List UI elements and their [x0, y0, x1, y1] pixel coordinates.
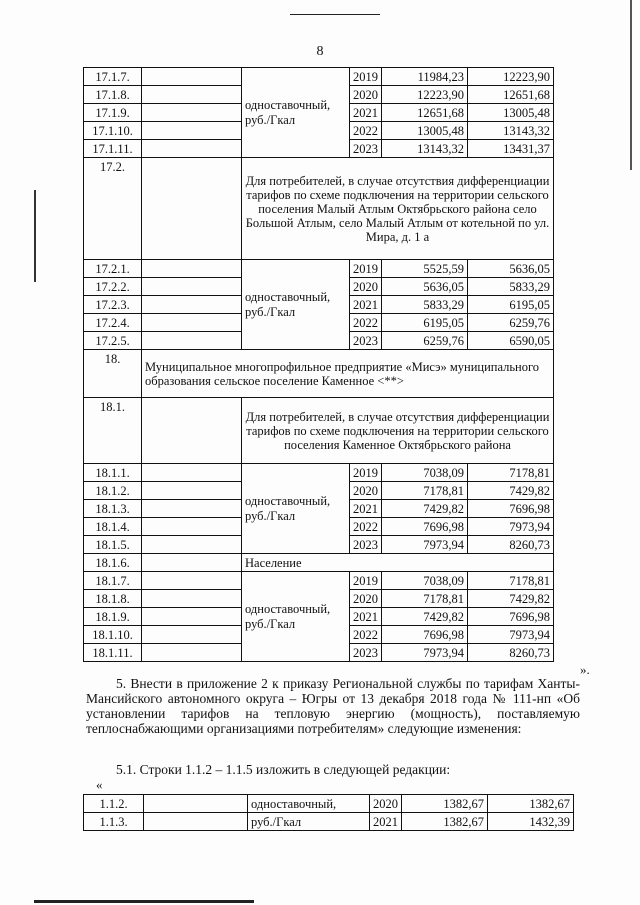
- empty-cell: [142, 536, 242, 554]
- table-row: [84, 464, 554, 482]
- opening-quote: «: [96, 777, 103, 792]
- tariff-value-h1: 12651,68: [382, 104, 468, 122]
- tariff-value-h1: 1382,67: [402, 813, 488, 831]
- row-number: 17.1.9.: [84, 104, 142, 122]
- tariff-value-h1: 7178,81: [382, 590, 468, 608]
- year-cell: 2022: [350, 626, 382, 644]
- empty-cell: [144, 795, 248, 813]
- empty-cell: [142, 68, 242, 86]
- tariff-value-h2: 6590,05: [468, 332, 554, 350]
- empty-cell: [142, 278, 242, 296]
- tariff-value-h1: 13005,48: [382, 122, 468, 140]
- tariff-value-h1: 7429,82: [382, 500, 468, 518]
- group-description: Для потребителей, в случае отсутствия дифференциации тарифов по схеме подключения на территории сельского поселения Каменное Октябрьского района: [242, 398, 554, 464]
- empty-cell: [142, 464, 242, 482]
- row-number: 17.1.11.: [84, 140, 142, 158]
- empty-cell: [142, 260, 242, 278]
- group-row: [84, 398, 554, 464]
- tariff-value-h2: 5833,29: [468, 278, 554, 296]
- closing-quote: ».: [580, 662, 590, 677]
- year-cell: 2020: [350, 278, 382, 296]
- tariff-value-h1: 7973,94: [382, 536, 468, 554]
- row-number: 17.2.1.: [84, 260, 142, 278]
- empty-cell: [142, 554, 242, 572]
- table-row: [84, 554, 554, 572]
- unit-label: одноставочный,: [248, 795, 370, 813]
- row-number: 18.1.3.: [84, 500, 142, 518]
- population-label: Население: [242, 554, 554, 572]
- empty-cell: [142, 314, 242, 332]
- empty-cell: [142, 500, 242, 518]
- group-number: 18.1.: [84, 398, 142, 464]
- paragraph-5: 5. Внести в приложение 2 к приказу Региональной службы по тарифам Ханты-Мансийского автономного округа – Югры от 13 декабря 2018 года № 111-нп «Об установлении тарифов на тепловую энергию (мощность), поставляемую теплоснабжающими организациями потребителям» следующие изменения:: [86, 676, 580, 736]
- organization-name: Муниципальное многопрофильное предприятие «Мисэ» муниципального образования сельское поселение Каменное <**>: [142, 350, 554, 398]
- scan-artifact-top: [290, 14, 380, 15]
- row-number: 17.1.8.: [84, 86, 142, 104]
- row-number: 17.2.4.: [84, 314, 142, 332]
- tariff-value-h2: 7178,81: [468, 464, 554, 482]
- year-cell: 2021: [370, 813, 402, 831]
- row-number: 18.1.4.: [84, 518, 142, 536]
- row-number: 17.1.7.: [84, 68, 142, 86]
- tariff-value-h2: 5636,05: [468, 260, 554, 278]
- empty-cell: [142, 122, 242, 140]
- tariff-value-h1: 7038,09: [382, 464, 468, 482]
- tariff-value-h2: 7429,82: [468, 482, 554, 500]
- table-row: [84, 795, 574, 813]
- year-cell: 2022: [350, 314, 382, 332]
- tariff-value-h2: 6259,76: [468, 314, 554, 332]
- year-cell: 2019: [350, 464, 382, 482]
- year-cell: 2020: [350, 590, 382, 608]
- row-number: 18.1.2.: [84, 482, 142, 500]
- tariff-value-h2: 1382,67: [488, 795, 574, 813]
- row-number: 17.2.3.: [84, 296, 142, 314]
- row-number: 18.1.11.: [84, 644, 142, 662]
- row-number: 17.2.5.: [84, 332, 142, 350]
- scan-artifact-bottom: [34, 900, 254, 903]
- tariff-value-h2: 7973,94: [468, 626, 554, 644]
- year-cell: 2022: [350, 518, 382, 536]
- row-number: 18.1.5.: [84, 536, 142, 554]
- tariff-value-h2: 12651,68: [468, 86, 554, 104]
- tariff-value-h1: 12223,90: [382, 86, 468, 104]
- table-row: [84, 260, 554, 278]
- tariff-value-h2: 7696,98: [468, 608, 554, 626]
- row-number: 18.1.1.: [84, 464, 142, 482]
- empty-cell: [142, 332, 242, 350]
- unit-label: одноставочный, руб./Гкал: [242, 260, 350, 350]
- year-cell: 2019: [350, 572, 382, 590]
- row-number: 1.1.3.: [84, 813, 144, 831]
- empty-cell: [142, 626, 242, 644]
- tariff-value-h1: 5525,59: [382, 260, 468, 278]
- empty-cell: [142, 608, 242, 626]
- tariff-value-h2: 8260,73: [468, 536, 554, 554]
- year-cell: 2023: [350, 140, 382, 158]
- group-number: 17.2.: [84, 158, 142, 260]
- year-cell: 2021: [350, 296, 382, 314]
- tariff-value-h1: 7038,09: [382, 572, 468, 590]
- tariff-value-h2: 7696,98: [468, 500, 554, 518]
- tariff-value-h2: 7429,82: [468, 590, 554, 608]
- table-row: [84, 572, 554, 590]
- tariff-value-h1: 7178,81: [382, 482, 468, 500]
- table-row: [84, 68, 554, 86]
- tariff-value-h1: 1382,67: [402, 795, 488, 813]
- empty-cell: [142, 296, 242, 314]
- year-cell: 2021: [350, 608, 382, 626]
- year-cell: 2022: [350, 122, 382, 140]
- margin-mark-right: [630, 0, 632, 170]
- tariff-value-h1: 6259,76: [382, 332, 468, 350]
- empty-cell: [142, 590, 242, 608]
- row-number: 17.1.10.: [84, 122, 142, 140]
- empty-cell: [142, 398, 242, 464]
- unit-label: одноставочный, руб./Гкал: [242, 572, 350, 662]
- row-number: 1.1.2.: [84, 795, 144, 813]
- tariff-value-h1: 7696,98: [382, 518, 468, 536]
- tariff-table-second: [83, 794, 574, 831]
- tariff-value-h2: 13005,48: [468, 104, 554, 122]
- tariff-value-h2: 13431,37: [468, 140, 554, 158]
- table-row: [84, 813, 574, 831]
- empty-cell: [142, 158, 242, 260]
- tariff-value-h2: 8260,73: [468, 644, 554, 662]
- year-cell: 2019: [350, 260, 382, 278]
- tariff-value-h1: 5636,05: [382, 278, 468, 296]
- page-number: 8: [316, 44, 324, 59]
- year-cell: 2020: [350, 482, 382, 500]
- tariff-value-h1: 7696,98: [382, 626, 468, 644]
- row-number: 17.2.2.: [84, 278, 142, 296]
- year-cell: 2023: [350, 644, 382, 662]
- year-cell: 2020: [370, 795, 402, 813]
- org-number: 18.: [84, 350, 142, 398]
- tariff-value-h2: 13143,32: [468, 122, 554, 140]
- tariff-value-h2: 7973,94: [468, 518, 554, 536]
- group-description: Для потребителей, в случае отсутствия дифференциации тарифов по схеме подключения на территории сельского поселения Малый Атлым Октябрьского района село Большой Атлым, село Малый Атлым от котельной по ул. Мира, д. 1 а: [242, 158, 554, 260]
- empty-cell: [142, 644, 242, 662]
- unit-label: одноставочный, руб./Гкал: [242, 68, 350, 158]
- tariff-value-h2: 12223,90: [468, 68, 554, 86]
- empty-cell: [144, 813, 248, 831]
- row-number: 18.1.10.: [84, 626, 142, 644]
- margin-mark-left: [34, 190, 36, 282]
- tariff-table: [83, 67, 554, 662]
- tariff-value-h1: 5833,29: [382, 296, 468, 314]
- row-number: 18.1.8.: [84, 590, 142, 608]
- tariff-value-h1: 11984,23: [382, 68, 468, 86]
- empty-cell: [142, 140, 242, 158]
- tariff-value-h2: 1432,39: [488, 813, 574, 831]
- empty-cell: [142, 86, 242, 104]
- tariff-value-h1: 7973,94: [382, 644, 468, 662]
- year-cell: 2023: [350, 536, 382, 554]
- empty-cell: [142, 482, 242, 500]
- row-number: 18.1.6.: [84, 554, 142, 572]
- row-number: 18.1.7.: [84, 572, 142, 590]
- paragraph-5-1: 5.1. Строки 1.1.2 – 1.1.5 изложить в следующей редакции:: [116, 762, 451, 777]
- group-row: [84, 350, 554, 398]
- unit-label: одноставочный, руб./Гкал: [242, 464, 350, 554]
- row-number: 18.1.9.: [84, 608, 142, 626]
- tariff-value-h2: 7178,81: [468, 572, 554, 590]
- year-cell: 2021: [350, 500, 382, 518]
- year-cell: 2020: [350, 86, 382, 104]
- empty-cell: [142, 572, 242, 590]
- year-cell: 2021: [350, 104, 382, 122]
- tariff-value-h1: 7429,82: [382, 608, 468, 626]
- tariff-value-h1: 13143,32: [382, 140, 468, 158]
- empty-cell: [142, 104, 242, 122]
- tariff-value-h1: 6195,05: [382, 314, 468, 332]
- empty-cell: [142, 518, 242, 536]
- year-cell: 2019: [350, 68, 382, 86]
- tariff-value-h2: 6195,05: [468, 296, 554, 314]
- year-cell: 2023: [350, 332, 382, 350]
- unit-label: руб./Гкал: [248, 813, 370, 831]
- group-row: [84, 158, 554, 260]
